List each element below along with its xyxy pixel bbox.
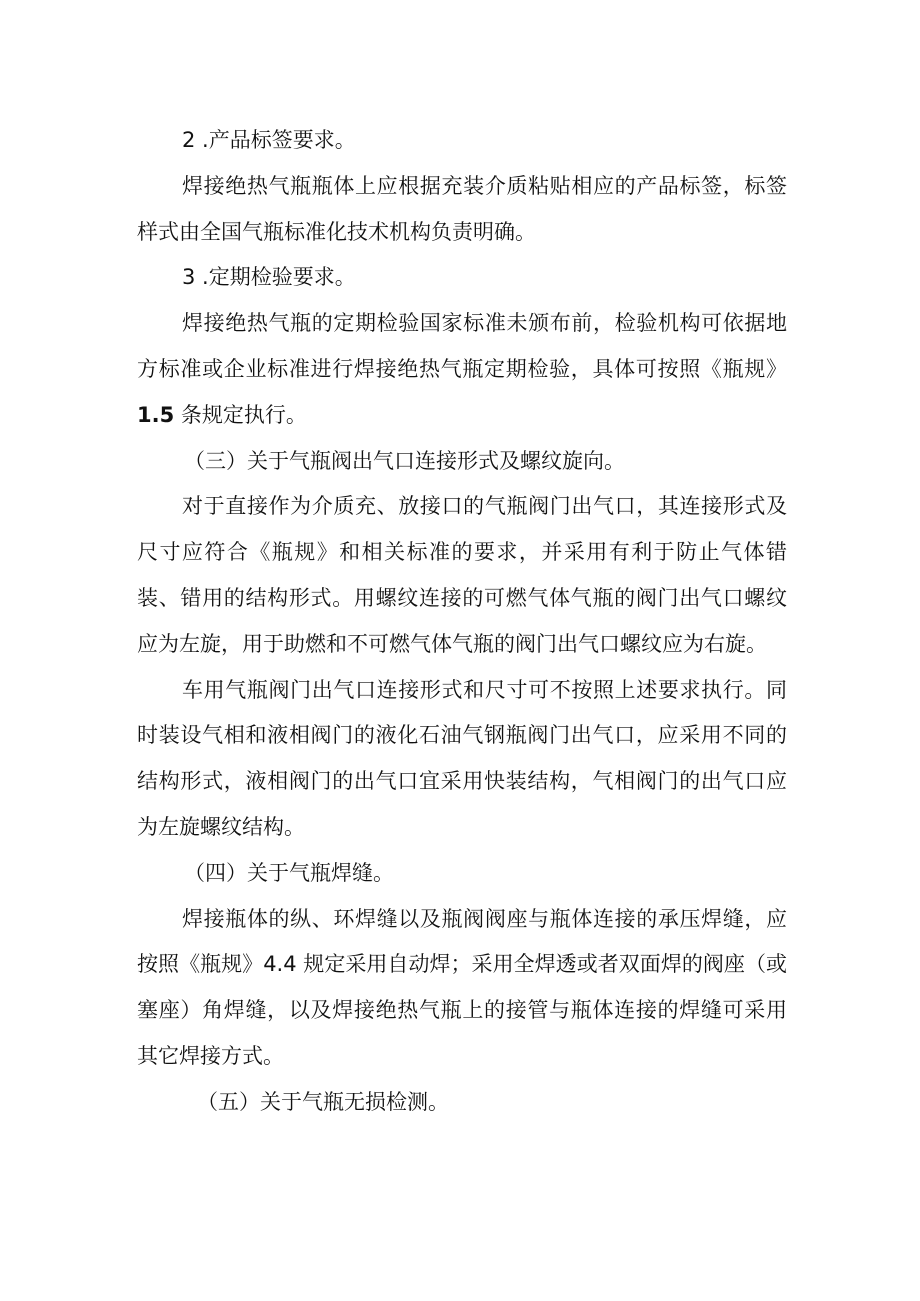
clause-number: 1.5 [137,402,175,427]
paragraph-welds-body: 焊接瓶体的纵、环焊缝以及瓶阀阀座与瓶体连接的承压焊缝，应按照《瓶规》4.4 规定采用自动焊；采用全焊透或者双面焊的阀座（或塞座）角焊缝，以及焊接绝热气瓶上的接管与瓶体连接的焊缝可采用其它焊接方式。 [137,906,787,1068]
paragraph-valve-outlet-body: 对于直接作为介质充、放接口的气瓶阀门出气口，其连接形式及尺寸应符合《瓶规》和相关标准的要求，并采用有利于防止气体错装、错用的结构形式。用螺纹连接的可燃气体气瓶的阀门出气口螺纹应为左旋，用于助燃和不可燃气体气瓶的阀门出气口螺纹应为右旋。 [137,494,787,656]
document-body [137,118,787,1126]
section-heading-welds: （四）关于气瓶焊缝。 [184,860,394,885]
paragraph-product-label-body: 焊接绝热气瓶瓶体上应根据充装介质粘贴相应的产品标签，标签样式由全国气瓶标准化技术机构负责明确。 [137,173,787,244]
paragraph-vehicle-valve-body: 车用气瓶阀门出气口连接形式和尺寸可不按照上述要求执行。同时装设气相和液相阀门的液化石油气钢瓶阀门出气口，应采用不同的结构形式，液相阀门的出气口宜采用快装结构，气相阀门的出气口应为左旋螺纹结构。 [137,677,787,839]
paragraph-product-label-heading: 2 .产品标签要求。 [182,128,356,152]
paragraph-text-segment: 焊接绝热气瓶的定期检验国家标准未颁布前，检验机构可依据地方标准或企业标准进行焊接绝热气瓶定期检验，具体可按照《瓶规》 [137,311,787,381]
paragraph-text-segment: 条规定执行。 [174,402,307,427]
section-heading-valve-outlet: （三）关于气瓶阀出气口连接形式及螺纹旋向。 [184,448,625,473]
paragraph-periodic-inspection-body [137,301,787,438]
section-heading-ndt: （五）关于气瓶无损检测。 [197,1089,449,1114]
paragraph-periodic-inspection-heading: 3 .定期检验要求。 [182,265,356,290]
